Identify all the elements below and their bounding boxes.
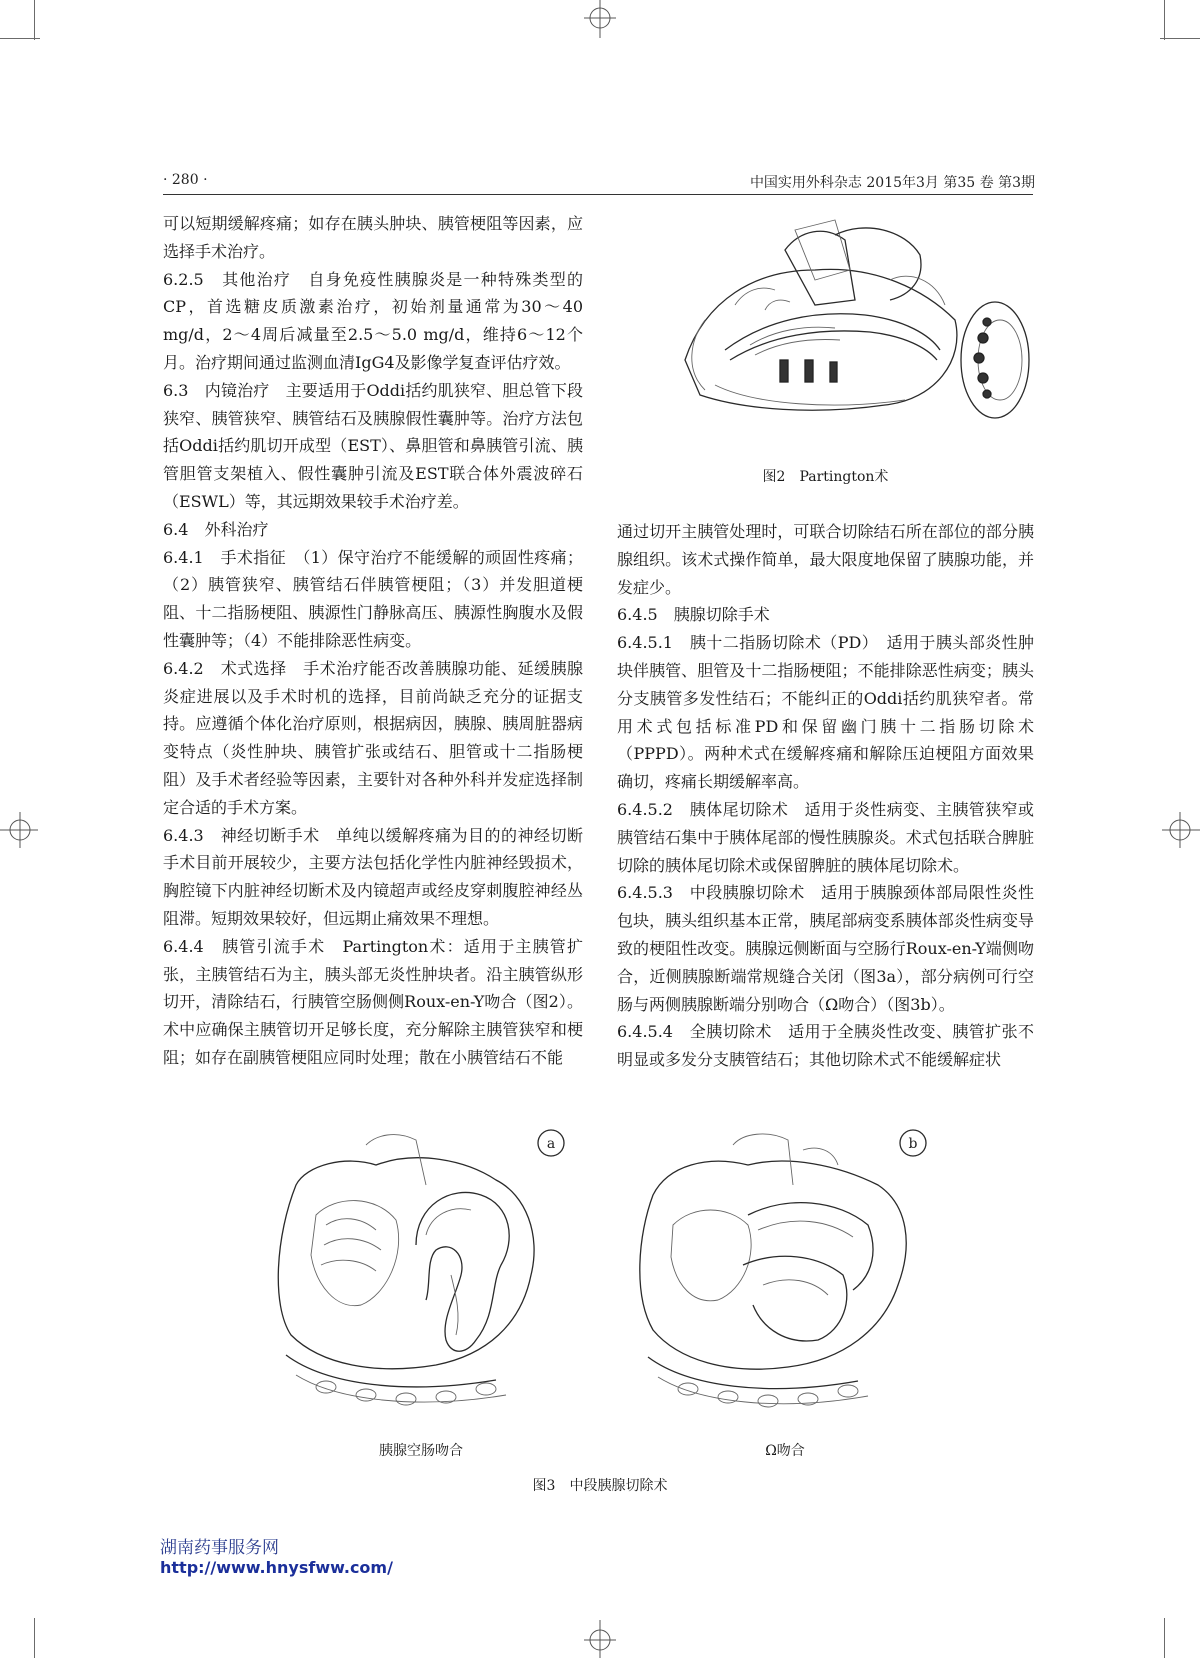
paragraph: 6.2.5 其他治疗 自身免疫性胰腺炎是一种特殊类型的CP，首选糖皮质激素治疗，初始剂量通常为30～40 mg/d，2～4周后减量至2.5～5.0 mg/d，维持6～12个月。治疗期间通过监测血清IgG4及影像学复查评估疗效。	[163, 269, 583, 372]
crop-mark-top-right-v	[1164, 0, 1165, 40]
registration-mark-top	[580, 0, 620, 40]
crop-mark-bottom-left-v	[34, 1618, 35, 1658]
header-rule	[163, 194, 1033, 195]
paragraph: 6.4.5.4 全胰切除术 适用于全胰炎性改变、胰管扩张不明显或多发分支胰管结石；其他切除术式不能缓解症状	[617, 1022, 1034, 1070]
page-number: · 280 ·	[163, 172, 208, 188]
paragraph: 6.4.4 胰管引流手术 Partington术：适用于主胰管扩张，主胰管结石为主，胰头部无炎性肿块者。沿主胰管纵形切开，清除结石，行胰管空肠侧侧Roux-en-Y吻合（图2）。术中应确保主胰管切开足够长度，充分解除主胰管狭窄和梗阻；如存在副胰管梗阻应同时处理；散在小胰管结石不能	[163, 936, 583, 1067]
figure-3b-illustration	[628, 1125, 938, 1420]
registration-mark-left	[0, 810, 40, 850]
paragraph: 6.4.3 神经切断手术 单纯以缓解疼痛为目的的神经切断手术目前开展较少，主要方法包括化学性内脏神经毁损术，胸腔镜下内脏神经切断术及内镜超声或经皮穿刺腹腔神经丛阻滞。短期效果较好，但远期止痛效果不理想。	[163, 825, 583, 928]
figure-3a-illustration	[266, 1125, 576, 1420]
paragraph: 6.3 内镜治疗 主要适用于Oddi括约肌狭窄、胆总管下段狭窄、胰管狭窄、胰管结石及胰腺假性囊肿等。治疗方法包括Oddi括约肌切开成型（EST）、鼻胆管和鼻胰管引流、胰管胆管支架植入、假性囊肿引流及EST联合体外震波碎石（ESWL）等，其远期效果较手术治疗差。	[163, 380, 583, 511]
paragraph: 6.4.5.1 胰十二指肠切除术（PD） 适用于胰头部炎性肿块伴胰管、胆管及十二指肠梗阻；不能排除恶性病变；胰头分支胰管多发性结石；不能纠正的Oddi括约肌狭窄者。常用术式包括标准PD和保留幽门胰十二指肠切除术（PPPD）。两种术式在缓解疼痛和解除压迫梗阻方面效果确切，疼痛长期缓解率高。	[617, 633, 1034, 792]
watermark-url[interactable]: http://www.hnysfww.com/	[160, 1558, 393, 1577]
figure-3a-label: a	[546, 1136, 556, 1152]
paragraph: 6.4.2 术式选择 手术治疗能否改善胰腺功能、延缓胰腺炎症进展以及手术时机的选择，目前尚缺乏充分的证据支持。应遵循个体化治疗原则，根据病因，胰腺、胰周脏器病变特点（炎性肿块、胰管扩张或结石、胆管或十二指肠梗阻）及手术者经验等因素，主要针对各种外科并发症选择制定合适的手术方案。	[163, 658, 583, 817]
right-column	[617, 518, 1034, 1074]
crop-mark-bottom-right-v	[1164, 1618, 1165, 1658]
watermark	[160, 1533, 393, 1577]
registration-mark-right	[1160, 810, 1200, 850]
figure-3a-caption: 胰腺空肠吻合	[379, 1443, 463, 1459]
watermark-title: 湖南药事服务网	[160, 1538, 279, 1558]
section-heading: 6.4 外科治疗	[163, 519, 269, 539]
crop-mark-top-left-v	[34, 0, 35, 40]
crop-mark-top-right-h	[1160, 38, 1200, 39]
figure-2-caption: 图2 Partington术	[762, 469, 889, 485]
figure-3-caption: 图3 中段胰腺切除术	[532, 1478, 668, 1494]
paragraph: 6.4.5.2 胰体尾切除术 适用于炎性病变、主胰管狭窄或胰管结石集中于胰体尾部的慢性胰腺炎。术式包括联合脾脏切除的胰体尾切除术或保留脾脏的胰体尾切除术。	[617, 799, 1034, 875]
figure-2-illustration	[665, 210, 1035, 460]
paragraph: 可以短期缓解疼痛；如存在胰头肿块、胰管梗阻等因素，应选择手术治疗。	[163, 214, 583, 261]
section-heading: 6.4.5 胰腺切除手术	[617, 605, 770, 625]
paragraph: 通过切开主胰管处理时，可联合切除结石所在部位的部分胰腺组织。该术式操作简单，最大限度地保留了胰腺功能，并发症少。	[617, 522, 1034, 597]
journal-header: 中国实用外科杂志 2015年3月 第35 卷 第3期	[749, 175, 1035, 191]
figure-3b-label: b	[908, 1136, 918, 1152]
crop-mark-top-left-h	[0, 38, 40, 39]
paragraph: 6.4.1 手术指征 （1）保守治疗不能缓解的顽固性疼痛；（2）胰管狭窄、胰管结石伴胰管梗阻；（3）并发胆道梗阻、十二指肠梗阻、胰源性门静脉高压、胰源性胸腹水及假性囊肿等；（4）不能排除恶性病变。	[163, 547, 583, 650]
left-column	[163, 210, 583, 1072]
registration-mark-bottom	[580, 1618, 620, 1658]
figure-3b-caption: Ω吻合	[765, 1443, 805, 1459]
paragraph: 6.4.5.3 中段胰腺切除术 适用于胰腺颈体部局限性炎性包块，胰头组织基本正常，胰尾部病变系胰体部炎性病变导致的梗阻性改变。胰腺远侧断面与空肠行Roux-en-Y端侧吻合，近侧胰腺断端常规缝合关闭（图3a），部分病例可行空肠与两侧胰腺断端分别吻合（Ω吻合）（图3b）。	[617, 883, 1034, 1014]
